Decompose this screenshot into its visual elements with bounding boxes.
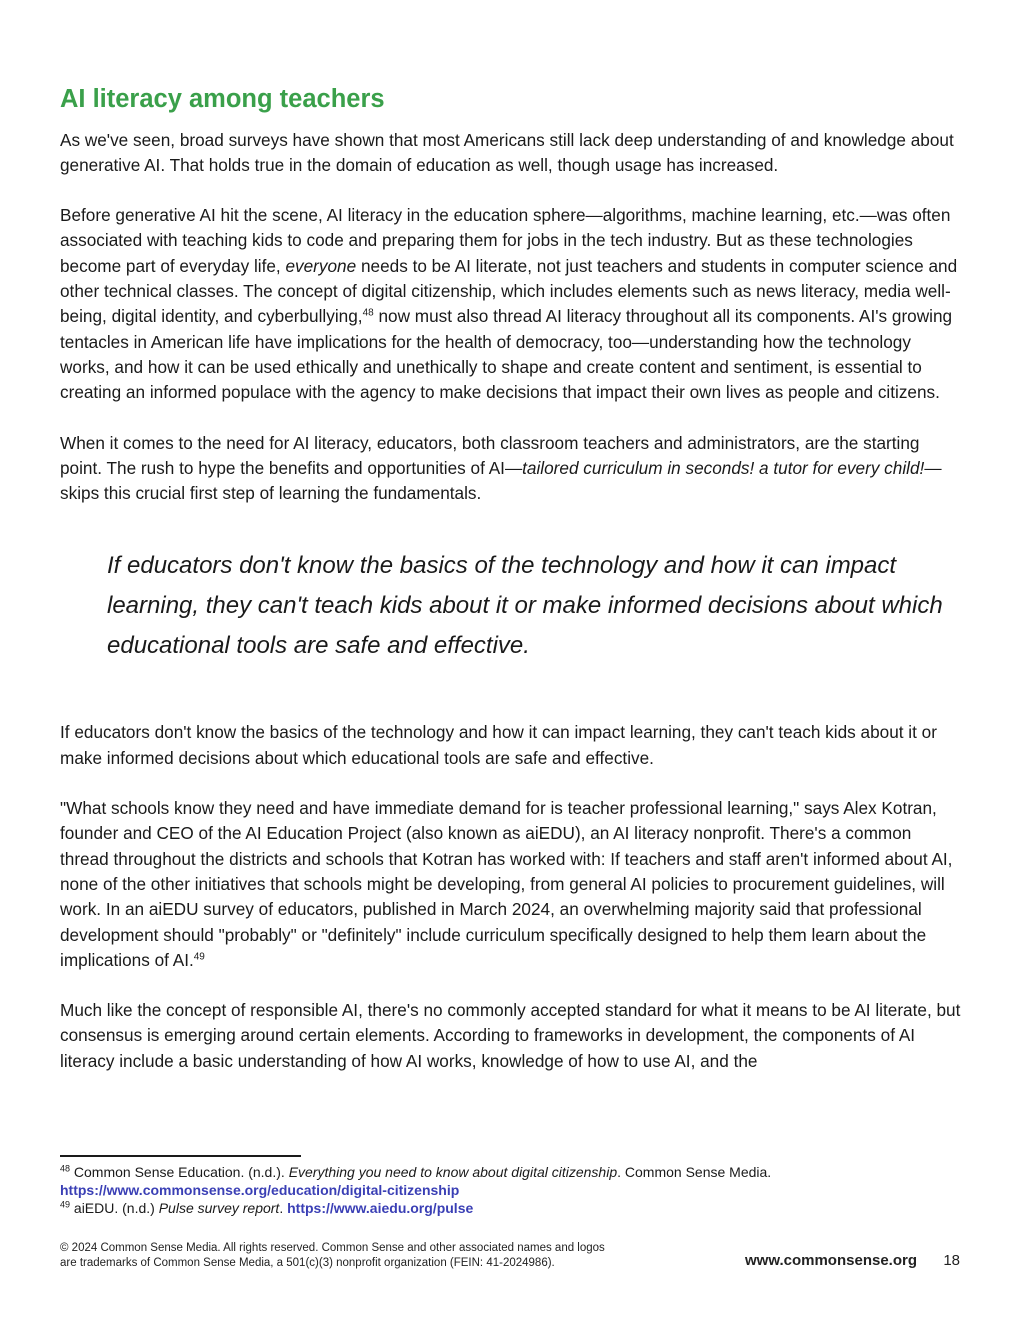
footnote-number: 48: [60, 1163, 71, 1174]
text-run: —skips this crucial first step of learning the fundamentals.: [60, 457, 942, 504]
footnote-link[interactable]: https://www.aiedu.org/pulse: [287, 1200, 474, 1216]
footnote-text: .: [279, 1200, 288, 1216]
paragraph-kotran-quote: [60, 796, 962, 973]
paragraph-digital-citizenship: [60, 203, 962, 405]
footnote-text: Common Sense Education. (n.d.).: [70, 1164, 289, 1180]
footnote-title: Pulse survey report: [158, 1200, 280, 1216]
section-heading: AI literacy among teachers: [60, 85, 385, 113]
text-run: now must also thread AI literacy throughout all its components. AI's growing tentacles in American life have implications for the health of democracy, too—understanding how the technology works, and how it can be used ethically and unethically to shape and create content and sentiment, is essential to creating an informed populace with the agency to make decisions that impact their own lives as people and citizens.: [60, 306, 953, 403]
footnotes: [60, 1163, 960, 1217]
footnote-title: Everything you need to know about digital citizenship: [288, 1164, 618, 1180]
footnote-number: 49: [60, 1199, 71, 1210]
paragraph-responsible-ai: Much like the concept of responsible AI, there's no commonly accepted standard for what it means to be AI literate, but consensus is emerging around certain elements. According to frameworks in development, the components of AI literacy include a basic understanding of how AI works, knowledge of how to use AI, and the: [60, 1000, 961, 1071]
emphasis-text: tailored curriculum in seconds! a tutor for every child!: [522, 457, 925, 478]
footnote-text: . Common Sense Media.: [617, 1164, 772, 1180]
text-run: Before generative AI hit the scene, AI literacy in the education sphere—algorithms, machine learning, etc.—was often associated with teaching kids to code and preparing them for jobs in the tech industry. But as these technologies become part of everyday life,: [60, 205, 951, 276]
main-content: [60, 84, 962, 1099]
footnote-divider: [60, 1155, 301, 1157]
page-footer: [60, 1241, 960, 1275]
footnote-link[interactable]: https://www.commonsense.org/education/digital-citizenship: [60, 1182, 460, 1198]
footnote-text: aiEDU. (n.d.): [70, 1200, 159, 1216]
page-number: 18: [943, 1252, 960, 1269]
text-run: When it comes to the need for AI literacy, educators, both classroom teachers and administrators, are the starting point. The rush to hype the benefits and opportunities of AI—: [60, 432, 920, 478]
footnote-49: [60, 1199, 960, 1217]
paragraph-intro: As we've seen, broad surveys have shown that most Americans still lack deep understanding of and knowledge about generative AI. That holds true in the domain of education as well, though usage has increased.: [60, 129, 954, 175]
copyright-line: © 2024 Common Sense Media. All rights reserved. Common Sense and other associated names and logos: [60, 1242, 605, 1254]
website-link[interactable]: www.commonsense.org: [745, 1252, 917, 1269]
emphasis-text: everyone: [285, 255, 357, 276]
paragraph-basics: If educators don't know the basics of the technology and how it can impact learning, they can't teach kids about it or make informed decisions about which educational tools are safe and effective.: [60, 722, 937, 768]
pull-quote: If educators don't know the basics of the technology and how it can impact learning, they can't teach kids about it or make informed decisions about which educational tools are safe and effective.: [107, 552, 943, 660]
copyright-notice: [60, 1241, 660, 1271]
text-run: "What schools know they need and have immediate demand for is teacher professional learning," says Alex Kotran, founder and CEO of the AI Education Project (also known as aiEDU), an AI literacy nonprofit. There's a common thread throughout the districts and schools that Kotran has worked with: If teachers and staff aren't informed about AI, none of the other initiatives that schools might be developing, from general AI policies to procurement guidelines, will work. In an aiEDU survey of educators, published in March 2024, an overwhelming majority said that professional development should "probably" or "definitely" include curriculum specifically designed to help them learn about the implications of AI.: [60, 798, 953, 970]
footnote-48: [60, 1163, 960, 1199]
footnote-ref-48[interactable]: 48: [362, 307, 374, 319]
text-run: needs to be AI literate, not just teachers and students in computer science and other technical classes. The concept of digital citizenship, which includes elements such as news literacy, media well-being, digital identity, and cyberbullying,: [60, 255, 958, 327]
footnote-ref-49[interactable]: 49: [193, 951, 205, 963]
copyright-line: are trademarks of Common Sense Media, a 501(c)(3) nonprofit organization (FEIN: 41-2024986).: [60, 1257, 555, 1269]
paragraph-educators: [60, 431, 962, 507]
